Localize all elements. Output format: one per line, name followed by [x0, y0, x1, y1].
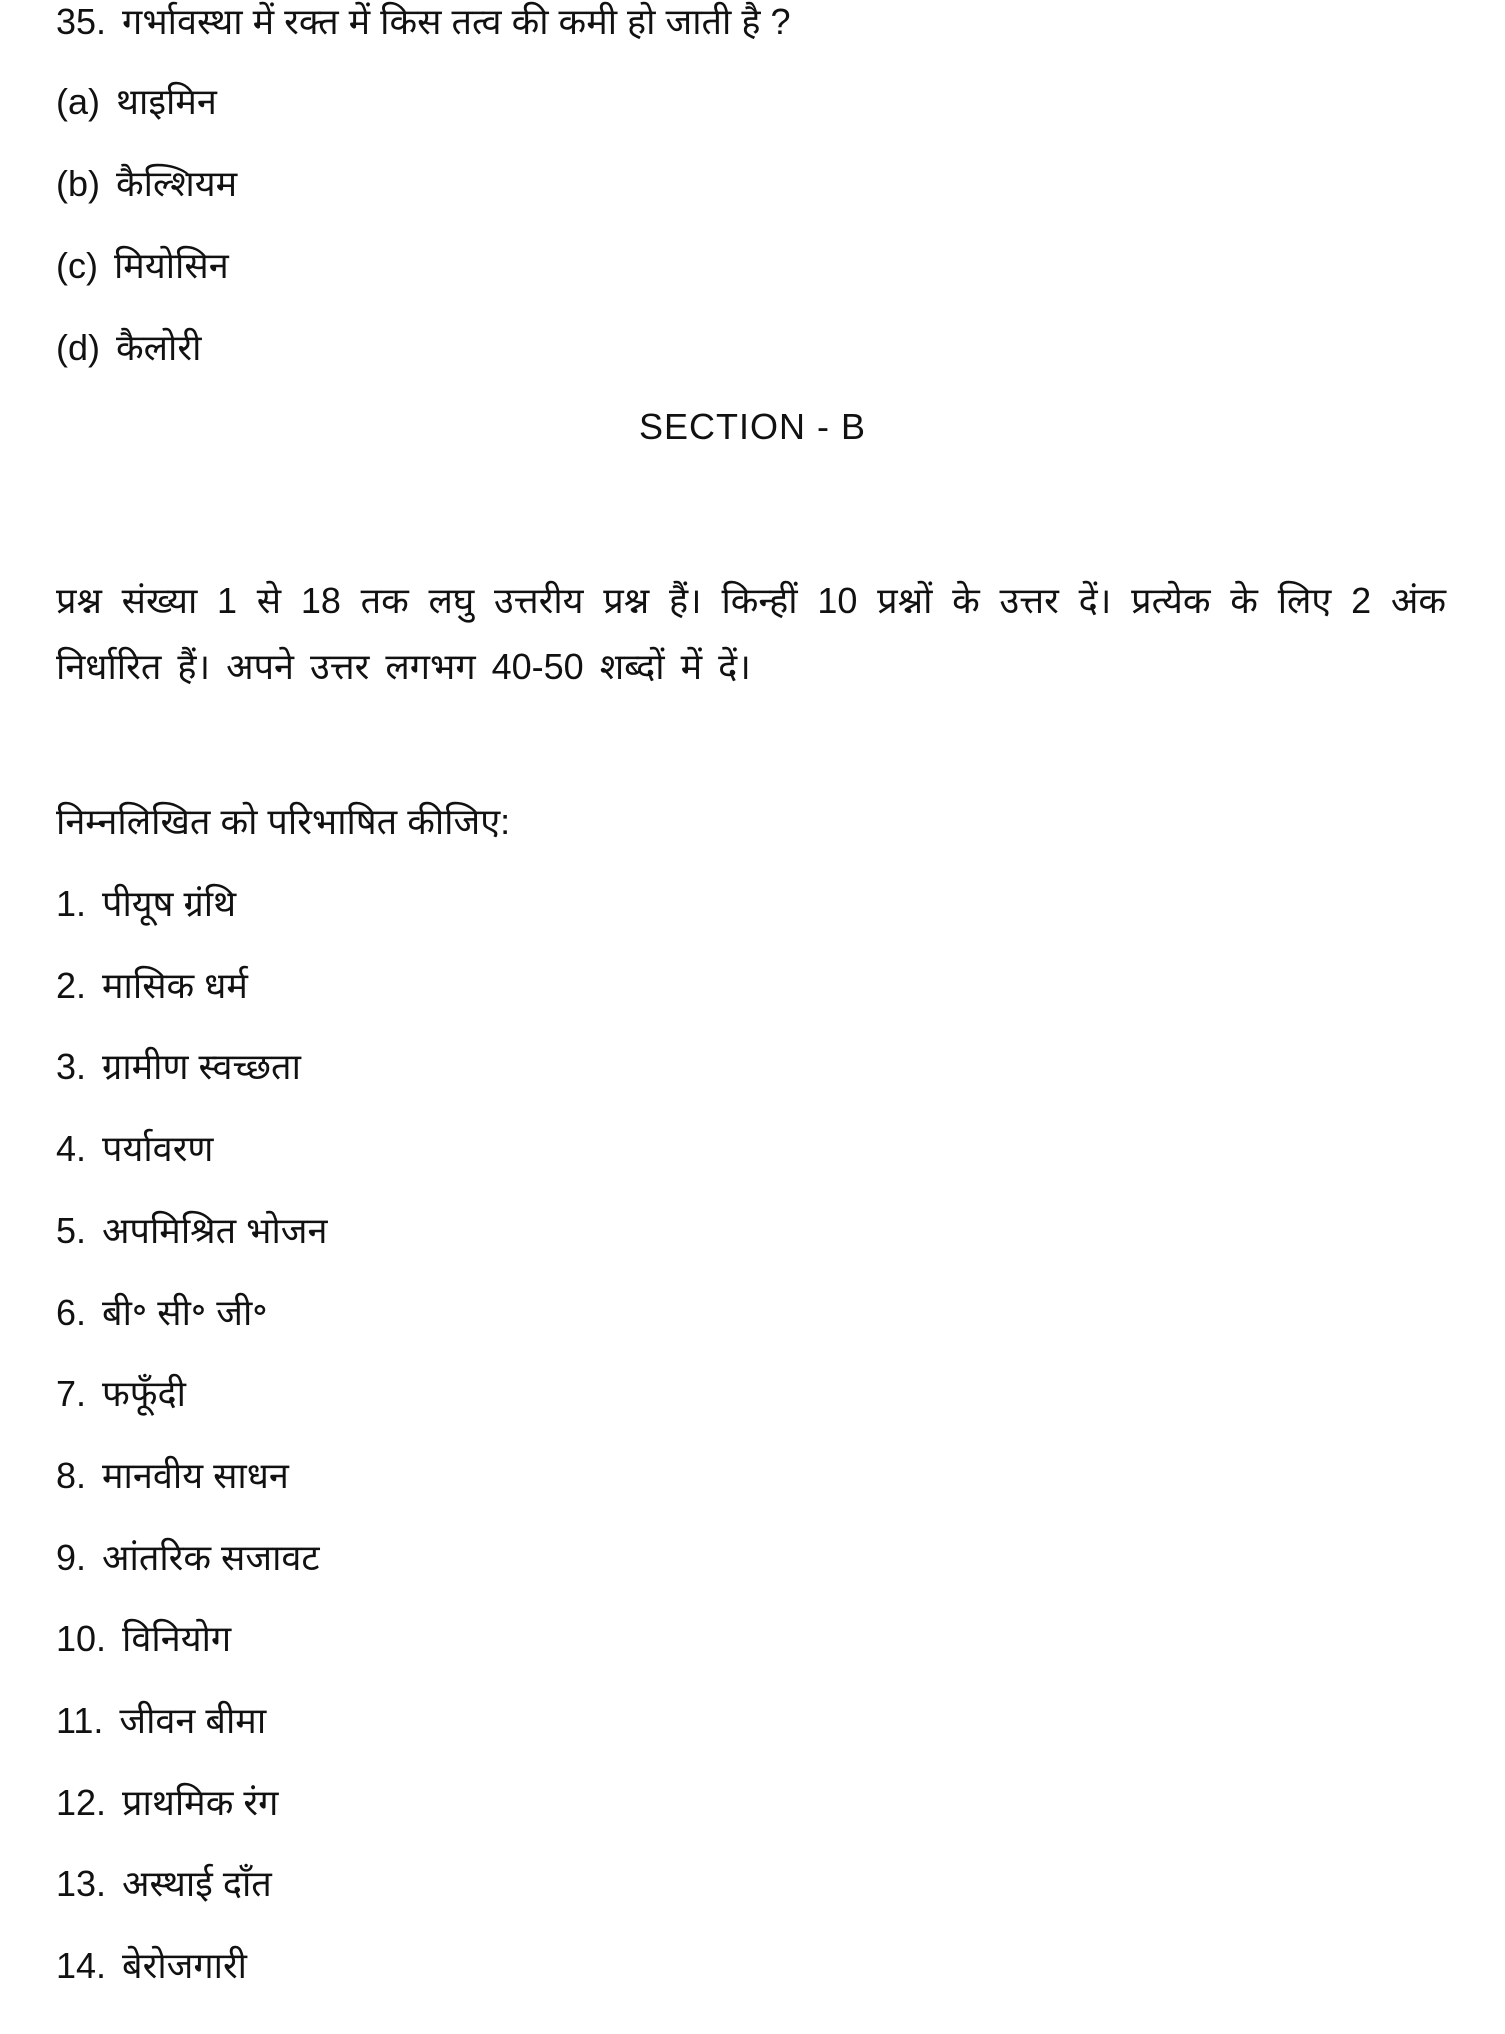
option-c	[56, 244, 229, 288]
option-label: (d)	[56, 327, 100, 368]
section-instructions: प्रश्न संख्या 1 से 18 तक लघु उत्तरीय प्रश्न हैं। किन्हीं 10 प्रश्नों के उत्तर दें। प्रत्येक के लिए 2 अंक निर्धारित हैं। अपने उत्तर लगभग 40-50 शब्दों में दें।	[56, 580, 1446, 687]
list-item	[56, 1781, 278, 1825]
list-item	[56, 964, 248, 1008]
option-b	[56, 162, 237, 206]
option-text: कैलोरी	[116, 327, 202, 368]
item-term: जीवन बीमा	[119, 1700, 267, 1741]
option-label: (a)	[56, 81, 100, 122]
item-number: 4.	[56, 1128, 87, 1170]
item-term: विनियोग	[122, 1618, 232, 1660]
item-number: 3.	[56, 1046, 87, 1088]
item-number: 5.	[56, 1209, 87, 1251]
item-term: बेरोजगारी	[122, 1945, 248, 1987]
section-title: SECTION - B	[638, 406, 867, 447]
list-item	[56, 1862, 272, 1906]
item-term: मानवीय साधन	[102, 1454, 289, 1496]
item-number: 11.	[56, 1700, 104, 1741]
question-number: 35.	[56, 1, 107, 42]
list-item	[56, 1699, 266, 1743]
list-item	[56, 1127, 213, 1171]
list-item	[56, 1536, 320, 1580]
item-number: 6.	[56, 1291, 87, 1333]
item-term: आंतरिक सजावट	[102, 1536, 320, 1578]
list-item	[56, 1454, 289, 1498]
item-term: पर्यावरण	[102, 1128, 214, 1170]
option-text: मियोसिन	[113, 245, 229, 286]
item-term: मासिक धर्म	[102, 964, 248, 1006]
option-a	[56, 80, 217, 124]
list-item	[56, 1291, 268, 1335]
item-number: 12.	[56, 1781, 107, 1823]
item-term: प्राथमिक रंग	[122, 1781, 279, 1823]
question-text: गर्भावस्था में रक्त में किस तत्व की कमी हो जाती है ?	[122, 1, 791, 42]
item-number: 14.	[56, 1945, 107, 1987]
item-number: 10.	[56, 1618, 107, 1660]
item-number: 7.	[56, 1373, 87, 1415]
item-number: 2.	[56, 964, 87, 1006]
item-term: फफूँदी	[102, 1373, 186, 1415]
item-number: 8.	[56, 1454, 87, 1496]
option-label: (b)	[56, 163, 100, 204]
option-label: (c)	[56, 245, 98, 286]
list-item	[56, 882, 236, 926]
item-term: अस्थाई दाँत	[122, 1863, 272, 1905]
list-item	[56, 1944, 247, 1988]
list-item	[56, 1617, 231, 1661]
define-heading: निम्नलिखित को परिभाषित कीजिए:	[56, 801, 511, 842]
item-term: बी॰ सी॰ जी॰	[102, 1291, 268, 1333]
option-text: कैल्शियम	[116, 163, 238, 204]
list-item	[56, 1209, 328, 1253]
item-number: 13.	[56, 1863, 107, 1905]
item-number: 1.	[56, 883, 87, 924]
option-text: थाइमिन	[116, 81, 217, 122]
item-term: पीयूष ग्रंथि	[102, 883, 237, 924]
item-term: ग्रामीण स्वच्छता	[102, 1046, 301, 1088]
item-number: 9.	[56, 1536, 87, 1578]
question-text-line	[56, 0, 791, 44]
option-d	[56, 326, 201, 370]
list-item	[56, 1372, 186, 1416]
list-item	[56, 1045, 301, 1089]
item-term: अपमिश्रित भोजन	[102, 1209, 328, 1251]
